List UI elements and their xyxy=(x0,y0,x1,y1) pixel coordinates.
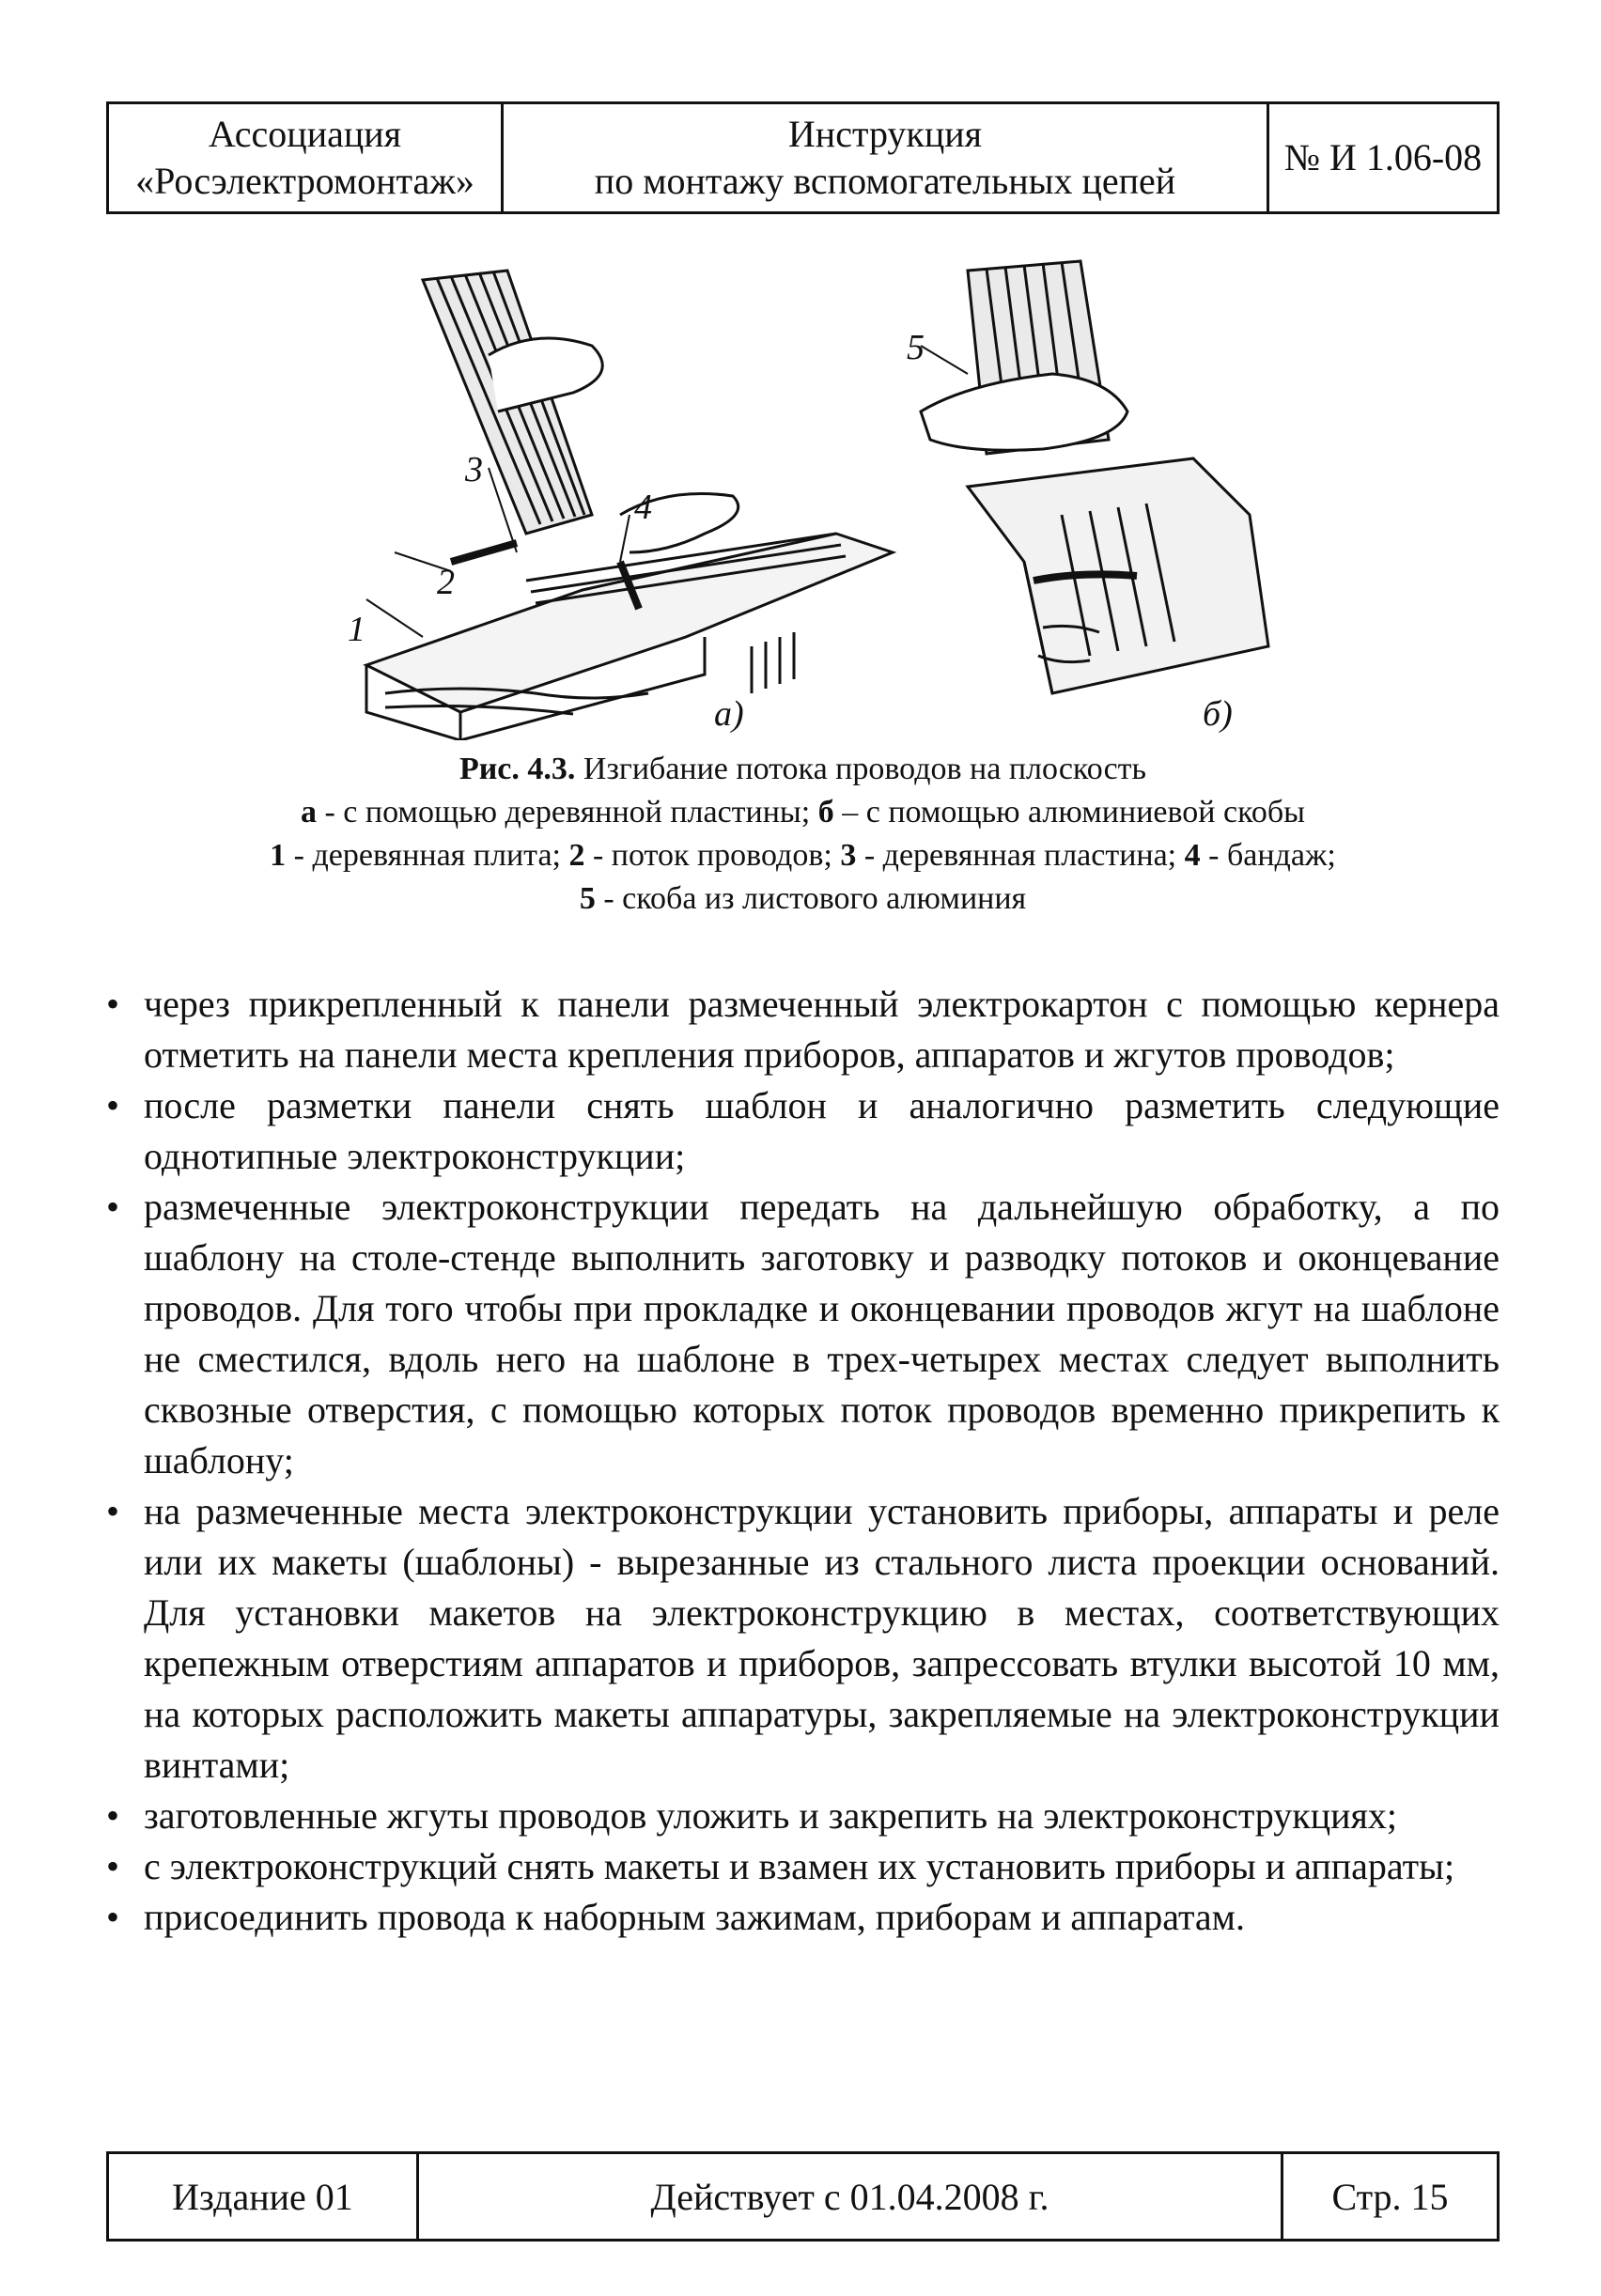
figure-label-b: б) xyxy=(1203,694,1233,734)
callout-5: 5 xyxy=(907,328,925,367)
org-line-1: Ассоциация xyxy=(208,113,402,155)
caption-title-line xyxy=(106,748,1500,791)
footer-effective-date: Действует с 01.04.2008 г. xyxy=(419,2154,1283,2239)
legend-text-4: - бандаж; xyxy=(1200,838,1336,873)
callout-4: 4 xyxy=(634,488,652,527)
list-item: • заготовленные жгуты проводов уложить и закрепить на электроконструкциях; xyxy=(106,1791,1500,1841)
legend-num-5: 5 xyxy=(579,881,596,916)
org-line-2: «Росэлектромонтаж» xyxy=(135,160,474,202)
caption-legend-line xyxy=(106,834,1500,877)
legend-text-3: - деревянная пластина; xyxy=(856,838,1185,873)
legend-num-4: 4 xyxy=(1184,838,1201,873)
figure-4-3 xyxy=(310,252,1334,740)
caption-variant-b-text: – с помощью алюминиевой скобы xyxy=(833,795,1306,830)
illustration-b xyxy=(921,261,1268,693)
document-footer xyxy=(106,2151,1500,2242)
figure-caption xyxy=(106,748,1500,921)
legend-num-1: 1 xyxy=(270,838,287,873)
caption-title: Изгибание потока проводов на плоскость xyxy=(575,752,1147,786)
caption-variants-line xyxy=(106,791,1500,834)
footer-page-number: Стр. 15 xyxy=(1331,2175,1449,2218)
figure-illustration xyxy=(310,252,1334,740)
header-doc-number xyxy=(1269,104,1497,211)
list-item: • размеченные электроконструкции передать на дальнейшую обработку, а по шаблону на столе-стенде выполнить заготовку и разводку потоков и оконцевание проводов. Для того чтобы при прокладке и оконцевании проводов жгут на шаблоне не сместился, вдоль него на шаблоне в трех-четырех местах следует выполнить сквозные отверстия, с помощью которых поток проводов временно прикрепить к шаблону; xyxy=(106,1182,1500,1486)
header-organization xyxy=(109,104,504,211)
illustration-a xyxy=(366,271,893,740)
callout-3: 3 xyxy=(465,450,483,489)
callout-2: 2 xyxy=(437,563,455,602)
legend-text-1: - деревянная плита; xyxy=(286,838,569,873)
caption-variant-a-letter: а xyxy=(300,795,317,830)
instruction-list xyxy=(106,979,1500,1943)
caption-legend-line-2 xyxy=(106,877,1500,921)
legend-text-5: - скоба из листового алюминия xyxy=(595,881,1027,916)
caption-variant-a-text: - с помощью деревянной пластины; xyxy=(316,795,818,830)
list-item: • через прикрепленный к панели размеченный электрокартон с помощью кернера отметить на панели места крепления приборов, аппаратов и жгутов проводов; xyxy=(106,979,1500,1080)
caption-variant-b-letter: б xyxy=(817,795,834,830)
list-item: • после разметки панели снять шаблон и аналогично разметить следующие однотипные электроконструкции; xyxy=(106,1080,1500,1182)
doc-number: № И 1.06-08 xyxy=(1283,136,1483,178)
header-title xyxy=(504,104,1269,211)
title-line-1: Инструкция xyxy=(787,113,983,155)
title-line-2: по монтажу вспомогательных цепей xyxy=(594,160,1176,202)
list-item: • с электроконструкций снять макеты и взамен их установить приборы и аппараты; xyxy=(106,1841,1500,1892)
caption-figure-number: Рис. 4.3. xyxy=(459,752,576,786)
callout-1: 1 xyxy=(348,610,365,649)
legend-num-2: 2 xyxy=(568,838,585,873)
legend-text-2: - поток проводов; xyxy=(584,838,841,873)
legend-num-3: 3 xyxy=(840,838,857,873)
list-item: • на размеченные места электроконструкции установить приборы, аппараты и реле или их макеты (шаблоны) - вырезанные из стального листа проекции оснований. Для установки макетов на электроконструкцию в местах, соответствующих крепежным отверстиям аппаратов и приборов, запрессовать втулки высотой 10 мм, на которых расположить макеты аппаратуры, закрепляемые на электроконструкции винтами; xyxy=(106,1486,1500,1791)
document-header xyxy=(106,101,1500,214)
footer-edition: Издание 01 xyxy=(109,2154,419,2239)
figure-label-a: а) xyxy=(714,694,744,734)
list-item: • присоединить провода к наборным зажимам, приборам и аппаратам. xyxy=(106,1892,1500,1943)
